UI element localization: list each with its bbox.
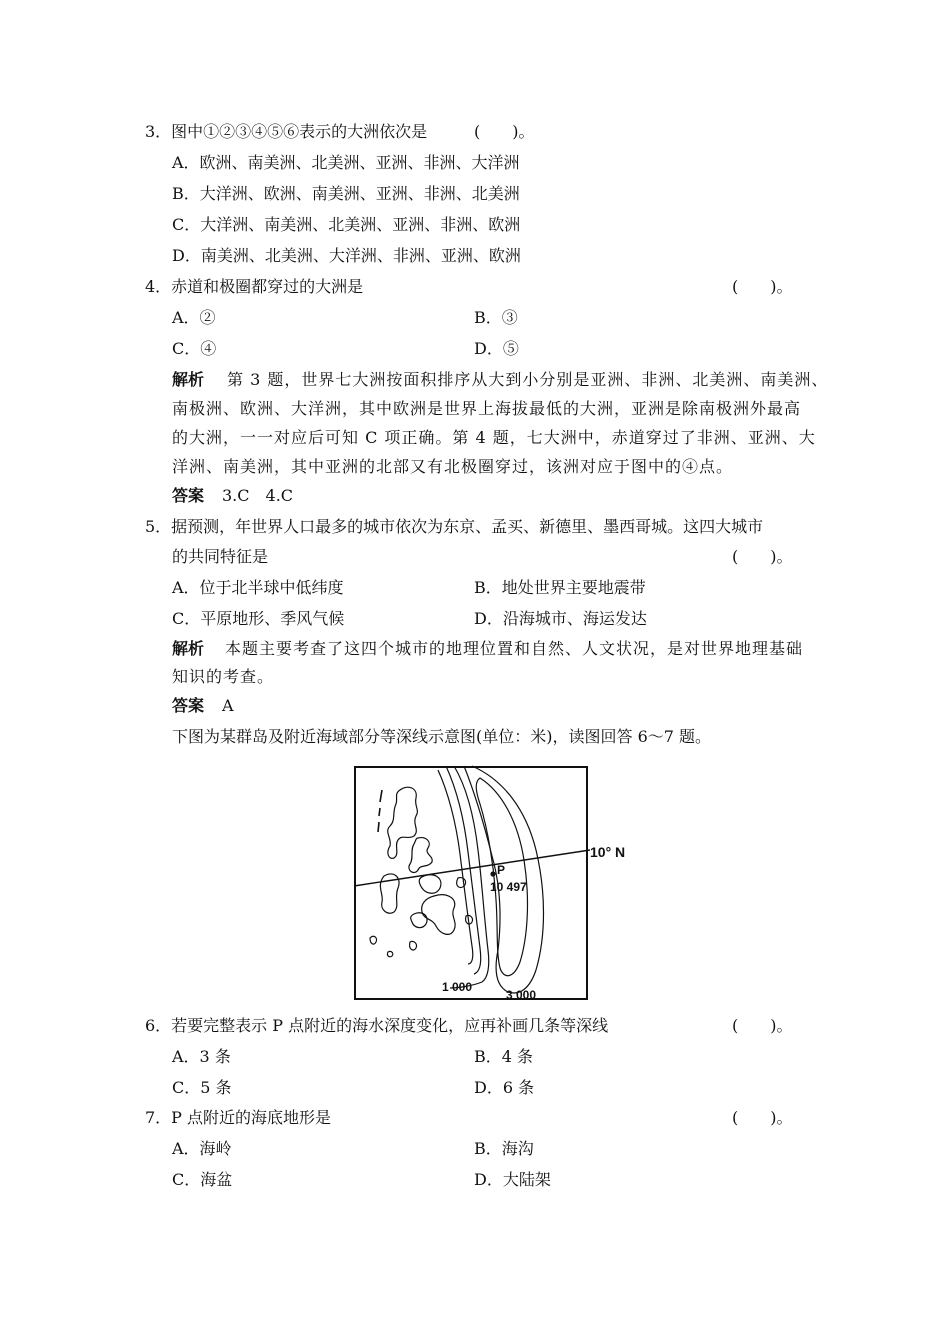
q6-option-d: D．6 条 xyxy=(474,1078,535,1097)
analysis-line-2: 南极洲、欧洲、大洋洲，其中欧洲是世界上海拔最低的大洲，亚洲是除南极洲外最高 xyxy=(172,399,802,418)
analysis-line-1: 第 3 题，世界七大洲按面积排序从大到小分别是亚洲、非洲、北美洲、南美洲、 xyxy=(227,370,829,389)
analysis-line-4: 洋洲、南美洲，其中亚洲的北部又有北极圈穿过，该洲对应于图中的④点。 xyxy=(172,457,734,476)
island-shape xyxy=(411,913,427,928)
q6-option-b: B．4 条 xyxy=(474,1047,534,1066)
contour-map-drawing xyxy=(354,766,588,1000)
q5-option-d: D．沿海城市、海运发达 xyxy=(474,609,647,628)
q6-option-c: C．5 条 xyxy=(172,1078,232,1097)
q5-option-c: C．平原地形、季风气候 xyxy=(172,609,345,628)
contour-1000-line xyxy=(450,766,489,988)
answer-label: 答案 xyxy=(172,486,205,505)
q7-option-d: D．大陆架 xyxy=(474,1170,551,1189)
q3-option-a: A．欧洲、南美洲、北美洲、亚洲、非洲、大洋洲 xyxy=(172,153,520,172)
answer-text: 3.C 4.C xyxy=(222,486,294,505)
q6-option-a: A．3 条 xyxy=(172,1047,231,1066)
analysis-line-3: 的大洲，一一对应后可知 C 项正确。第 4 题，七大洲中，赤道穿过了非洲、亚洲、大 xyxy=(172,428,816,447)
q6-stem: 6．若要完整表示 P 点附近的海水深度变化，应再补画几条等深线 xyxy=(145,1016,609,1035)
point-p-marker xyxy=(490,871,495,876)
answer-label: 答案 xyxy=(172,696,205,715)
latitude-label: 10° N xyxy=(590,844,626,860)
q4-stem: 4．赤道和极圈都穿过的大洲是 xyxy=(145,277,364,296)
q5-answer-blank: ( )。 xyxy=(732,547,793,566)
q3-answer-blank: ( )。 xyxy=(474,122,535,141)
island-shape xyxy=(370,936,377,944)
q7-answer-blank: ( )。 xyxy=(732,1108,793,1127)
q4-option-c: C．④ xyxy=(172,339,217,358)
q4-option-d: D．⑤ xyxy=(474,339,519,358)
boundary-dashed-line xyxy=(378,790,382,832)
island-shape xyxy=(419,875,441,894)
q3-option-d: D．南美洲、北美洲、大洋洲、非洲、亚洲、欧洲 xyxy=(172,246,521,265)
figure-intro: 下图为某群岛及附近海域部分等深线示意图(单位：米)，读图回答 6～7 题。 xyxy=(172,727,712,746)
analysis-label: 解析 xyxy=(172,370,205,389)
island-shape xyxy=(422,895,456,935)
q7-option-a: A．海岭 xyxy=(172,1139,232,1158)
island-shape xyxy=(409,838,432,873)
analysis-line-1: 本题主要考查了这四个城市的地理位置和自然、人文状况，是对世界地理基础 xyxy=(225,639,804,658)
island-shape xyxy=(387,951,392,956)
q3-stem: 3．图中①②③④⑤⑥表示的大洲依次是 xyxy=(145,122,428,141)
answer-text: A xyxy=(222,696,234,715)
q3-option-c: C．大洋洲、南美洲、北美洲、亚洲、非洲、欧洲 xyxy=(172,215,521,234)
q4-answer-blank: ( )。 xyxy=(732,277,793,296)
bathymetric-map xyxy=(354,766,626,1002)
contour-3000-label: 3 000 xyxy=(506,988,537,1002)
q5-option-b: B．地处世界主要地震带 xyxy=(474,578,646,597)
q7-option-c: C．海盆 xyxy=(172,1170,233,1189)
analysis-label: 解析 xyxy=(172,639,205,658)
point-p-label: P xyxy=(497,863,506,877)
q4-option-b: B．③ xyxy=(474,308,518,327)
q4-option-a: A．② xyxy=(172,308,216,327)
analysis-line-2: 知识的考查。 xyxy=(172,667,275,686)
q5-stem-line-1: 5．据预测，年世界人口最多的城市依次为东京、孟买、新德里、墨西哥城。这四大城市 xyxy=(145,517,764,536)
q7-option-b: B．海沟 xyxy=(474,1139,534,1158)
q3-option-b: B．大洋洲、欧洲、南美洲、亚洲、非洲、北美洲 xyxy=(172,184,520,203)
depth-value-label: 10 497 xyxy=(490,880,527,894)
contour-1000-label: 1 000 xyxy=(442,980,473,994)
q6-answer-blank: ( )。 xyxy=(732,1016,793,1035)
island-shape xyxy=(457,878,466,888)
q5-option-a: A．位于北半球中低纬度 xyxy=(172,578,344,597)
q7-stem: 7．P 点附近的海底地形是 xyxy=(145,1108,332,1127)
island-shape xyxy=(410,941,417,950)
q5-stem-line-2: 的共同特征是 xyxy=(172,547,269,566)
